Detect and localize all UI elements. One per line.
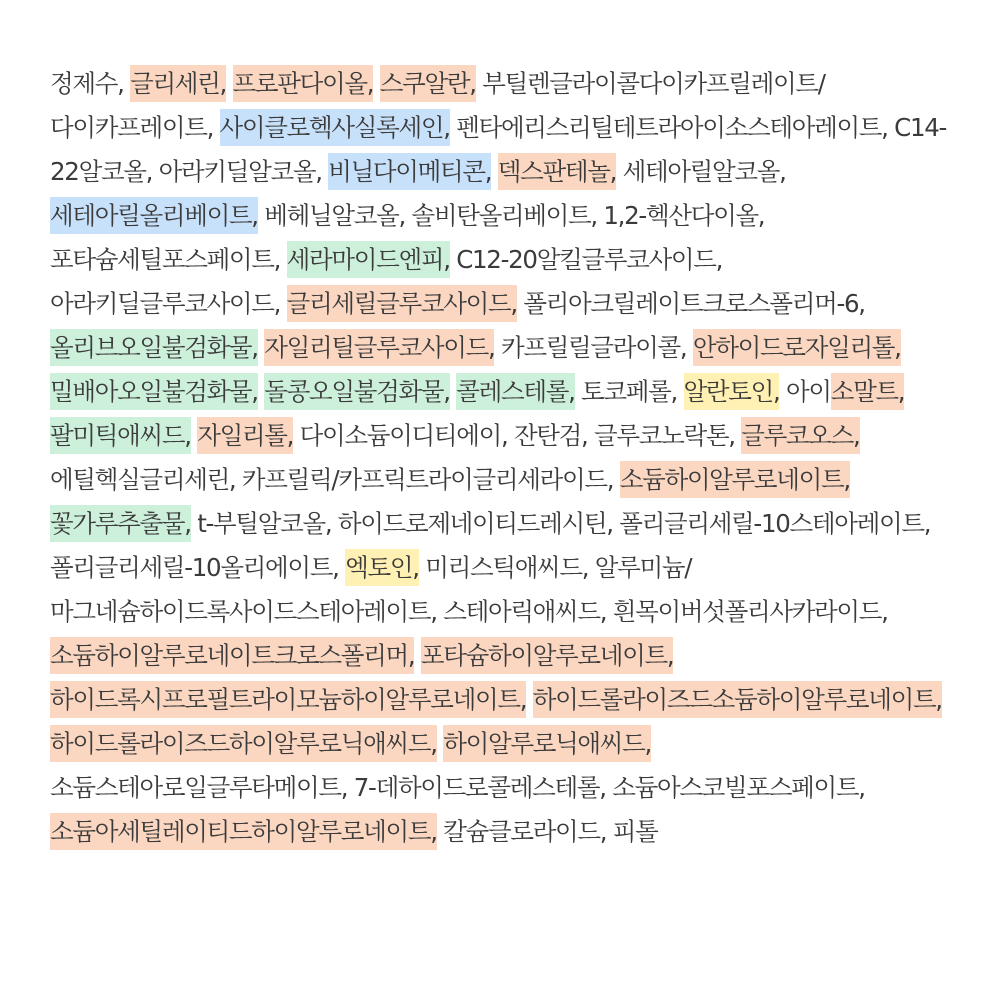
highlighted-ingredient: 하이드록시프로필트라이모늄하이알루로네이트, xyxy=(50,681,526,718)
highlighted-ingredient: 돌콩오일불검화물, xyxy=(264,373,449,410)
ingredient-text: 토코페롤, xyxy=(574,377,684,406)
highlighted-ingredient: 안하이드로자일리톨, xyxy=(693,329,901,366)
ingredient-text: 세테아릴알코올, xyxy=(616,157,786,186)
ingredient-text: 폴리아크릴레이트크로스폴리머-6, xyxy=(516,289,865,318)
ingredient-text xyxy=(526,681,533,718)
highlighted-ingredient: 하이알루로닉애씨드, xyxy=(443,725,651,762)
highlighted-ingredient: 포타슘하이알루로네이트, xyxy=(421,637,674,674)
ingredient-text: 에틸헥실글리세린, 카프릴릭/카프릭트라이글리세라이드, xyxy=(50,465,620,494)
highlighted-ingredient: 비닐다이메티콘, xyxy=(328,153,491,190)
highlighted-ingredient: 덱스판테놀, xyxy=(498,153,616,190)
highlighted-ingredient: 소듐아세틸레이티드하이알루로네이트, xyxy=(50,813,437,850)
highlighted-ingredient: 소듐하이알루로네이트, xyxy=(620,461,850,498)
highlighted-ingredient: 스쿠알란, xyxy=(380,65,476,102)
highlighted-ingredient: 하이드롤라이즈드하이알루로닉애씨드, xyxy=(50,725,437,762)
highlighted-ingredient: 글리세린, xyxy=(130,65,226,102)
highlighted-ingredient: 세테아릴올리베이트, xyxy=(50,197,258,234)
highlighted-ingredient: 꽃가루추출물, xyxy=(50,505,191,542)
ingredient-text: 아이 xyxy=(779,377,831,406)
ingredient-text: 칼슘클로라이드, 피톨 xyxy=(436,817,658,846)
ingredient-text: 베헤닐알코올, 솔비탄올리베이트, 1,2-헥산다이올, 포타슘세틸포스페이트, xyxy=(50,201,765,274)
ingredient-text: 카프릴릴글라이콜, xyxy=(494,333,693,362)
highlighted-ingredient: 글루코오스, xyxy=(741,417,859,454)
highlighted-ingredient: 올리브오일불검화물, xyxy=(50,329,258,366)
ingredient-text: 펜타에리스리틸테트라아이소스테아레이트, C14-22알코올, 아라키딜알코올, xyxy=(50,113,947,186)
highlighted-ingredient: 글리세릴글루코사이드, xyxy=(287,285,517,322)
highlighted-ingredient: 자일리틸글루코사이드, xyxy=(264,329,494,366)
highlighted-ingredient: 자일리톨, xyxy=(197,417,293,454)
ingredient-text: t-부틸알코올, 하이드로제네이티드레시틴, 폴리글리세릴-10스테아레이트, 폴리글리세릴-10올리에이트, xyxy=(50,509,931,582)
ingredient-text: 다이소듐이디티에이, 잔탄검, 글루코노락톤, xyxy=(293,421,742,450)
highlighted-ingredient: 소말트, xyxy=(831,373,905,410)
highlighted-ingredient: 세라마이드엔피, xyxy=(287,241,450,278)
ingredient-text: 정제수, xyxy=(50,69,131,98)
highlighted-ingredient: 사이클로헥사실록세인, xyxy=(220,109,450,146)
ingredient-text xyxy=(491,153,498,190)
highlighted-ingredient: 콜레스테롤, xyxy=(456,373,574,410)
highlighted-ingredient: 소듐하이알루로네이트크로스폴리머, xyxy=(50,637,414,674)
highlighted-ingredient: 엑토인, xyxy=(345,549,419,586)
ingredient-text: 소듐스테아로일글루타메이트, 7-데하이드로콜레스테롤, 소듐아스코빌포스페이트, xyxy=(50,773,865,802)
ingredient-text xyxy=(414,637,421,674)
highlighted-ingredient: 하이드롤라이즈드소듐하이알루로네이트, xyxy=(533,681,942,718)
ingredient-text xyxy=(226,65,233,102)
highlighted-ingredient: 알란토인, xyxy=(684,373,780,410)
highlighted-ingredient: 프로판다이올, xyxy=(233,65,374,102)
ingredient-text: C12-20알킬글루코사이드, 아라키딜글루코사이드, xyxy=(50,245,723,318)
ingredient-text: 미리스틱애씨드, 알루미늄/마그네슘하이드록사이드스테아레이트, 스테아릭애씨드, 흰목이버섯폴리사카라이드, xyxy=(50,553,888,626)
highlighted-ingredient: 팔미틱애씨드, xyxy=(50,417,191,454)
highlighted-ingredient: 밀배아오일불검화물, xyxy=(50,373,258,410)
ingredient-text: 부틸렌글라이콜다이카프릴레이트/다이카프레이트, xyxy=(50,69,825,142)
ingredients-list xyxy=(50,62,950,854)
ingredient-text xyxy=(373,65,380,102)
